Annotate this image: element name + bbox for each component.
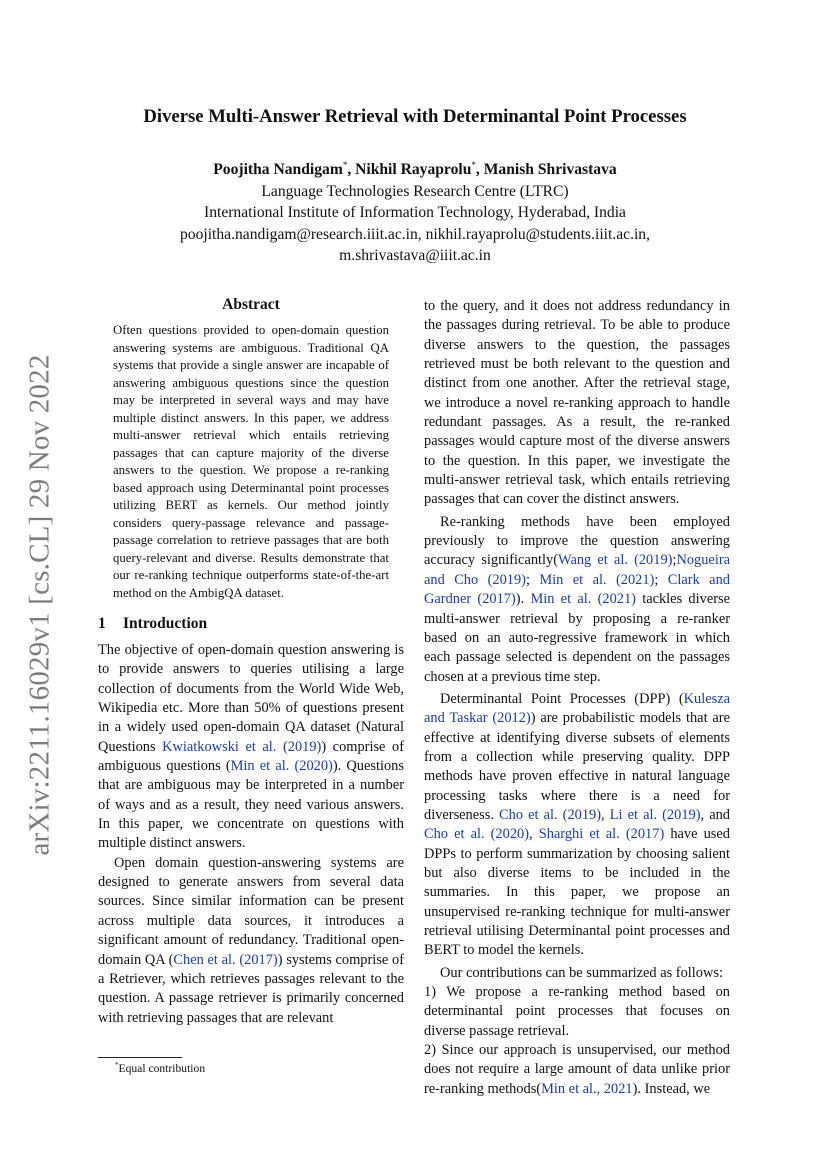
author-emails-cont: m.shrivastava@iiit.ac.in [339,247,491,265]
citation-link[interactable]: Min et al. (2020) [230,758,333,775]
citation-link[interactable]: Min et al., 2021 [541,1080,633,1097]
author-name: Nikhil Rayaprolu [355,161,472,179]
author-mark: * [471,160,476,170]
abstract-text: Often questions provided to open-domain question answering systems are ambiguous. Traditional QA systems that provide a single answer are incapable of answering ambiguous questions since the question may be interpreted in several ways and may have multiple distinct answers. In this paper, we address multi-answer retrieval which entails retrieving passages that can capture majority of the diverse answers to the question. We propose a re-ranking based approach using Determinantal point processes utilizing BERT as kernels. Our method jointly considers query-passage relevance and passage-passage correlation to retrieve passages that are both query-relevant and diverse. Results demonstrate that our re-ranking technique outperforms state-of-the-art method on the AmbigQA dataset. [113,323,389,600]
affiliation-institute: International Institute of Information Technology, Hyderabad, India [204,204,626,222]
paragraph: Re-ranking methods have been employed previously to improve the question answering accuracy significantly(Wang et al. (2019);Nogueira and Cho (2019); Min et al. (2021); Clark and Gardner (2017)). Min et al. (2021) tackles diverse multi-answer retrieval by proposing a re-ranker based on an auto-regressive framework in which each passage selected is dependent on the passages chosen at a previous time step. [424,513,730,685]
footnote-rule [98,1057,182,1058]
citation-link[interactable]: Clark and Gardner (2017) [424,571,730,608]
citation-link[interactable]: Cho et al. (2019) [499,806,602,823]
section-heading-introduction [98,615,404,633]
citation-link[interactable]: Min et al. (2021) [530,591,636,608]
paragraph: Open domain question-answering systems are designed to generate answers from several data sources. Since similar information can be present across multiple data sources, it introduces a significant amount of redundancy. Traditional open-domain QA (Chen et al. (2017)) systems comprise of a Retriever, which retrieves passages relevant to the question. A passage retriever is primarily concerned with retrieving passages that are relevant [98,854,404,1026]
citation-link[interactable]: Sharghi et al. (2017) [538,826,665,843]
footnote-mark: * [115,1061,119,1069]
author-name: Manish Shrivastava [483,161,617,179]
footnote [115,1061,205,1075]
author-mark: * [342,160,348,170]
citation-link[interactable]: Kulesza and Taskar (2012) [424,690,730,727]
footnote-text: Equal contribution [118,1061,206,1075]
arxiv-identifier: arXiv:2211.16029v1 [cs.CL] 29 Nov 2022 [23,354,56,856]
citation-link[interactable]: Cho et al. (2020) [424,826,530,843]
citation-link[interactable]: Kwiatkowski et al. (2019) [162,738,322,755]
paragraph: Determinantal Point Processes (DPP) (Kulesza and Taskar (2012)) are probabilistic models that are effective at identifying diverse subsets of elements from a collection while preserving quality. DPP methods have proven effective in natural language processing tasks where there is a need for diverseness. Cho et al. (2019), Li et al. (2019), and Cho et al. (2020), Sharghi et al. (2017) have used DPPs to perform summarization by choosing salient but also diverse items to be included in the summaries. In this paper, we propose an unsupervised re-ranking technique for multi-answer retrieval utilising Determinantal point processes and BERT to model the kernels. [424,690,730,959]
left-column [98,296,404,1028]
contribution-item: 2) Since our approach is unsupervised, our method does not require a large amount of data unlike prior re-ranking methods(Min et al., 2021). Instead, we [424,1042,730,1097]
abstract-heading: Abstract [222,296,280,313]
affiliation-lab: Language Technologies Research Centre (LTRC) [261,182,569,200]
citation-link[interactable]: Nogueira and Cho (2019) [424,552,730,588]
author-block [100,155,730,267]
section-title: Introduction [123,615,208,632]
author-names: Poojitha Nandigam*, Nikhil Rayaprolu*, Manish Shrivastava [213,160,617,179]
citation-link[interactable]: Chen et al. (2017) [173,951,278,968]
right-column [424,297,730,1099]
citation-link[interactable]: Li et al. (2019) [609,806,701,823]
paragraph: Our contributions can be summarized as follows: [440,964,723,981]
citation-link[interactable]: Min et al. (2021) [539,571,655,588]
paragraph: The objective of open-domain question answering is to provide answers to queries utilising a large collection of documents from the World Wide Web, Wikipedia etc. More than 50% of questions present in a widely used open-domain QA dataset (Natural Questions Kwiatkowski et al. (2019)) comprise of ambiguous questions (Min et al. (2020)). Questions that are ambiguous may be interpreted in a number of ways and as a result, they need various answers. In this paper, we concentrate on questions with multiple distinct answers. [98,642,404,852]
author-name: Poojitha Nandigam [213,161,343,179]
citation-link[interactable]: Wang et al. (2019) [558,552,673,569]
paragraph: to the query, and it does not address redundancy in the passages during retrieval. To be able to produce diverse answers to the question, the passages retrieved must be both relevant to the question and distinct from one another. After the retrieval stage, we introduce a novel re-ranking approach to handle redundant passages. As a result, the re-ranked passages would capture most of the diverse answers to the question. In this paper, we investigate the multi-answer retrieval task, which entails retrieving passages that can cover the distinct answers. [424,298,730,508]
contribution-item: 1) We propose a re-ranking method based on determinantal point processes that focuses on diverse passage retrieval. [424,984,730,1039]
section-number: 1 [98,615,106,632]
author-emails: poojitha.nandigam@research.iiit.ac.in, nikhil.rayaprolu@students.iiit.ac.in, [180,225,650,243]
paper-title: Diverse Multi-Answer Retrieval with Determinantal Point Processes [143,106,687,127]
